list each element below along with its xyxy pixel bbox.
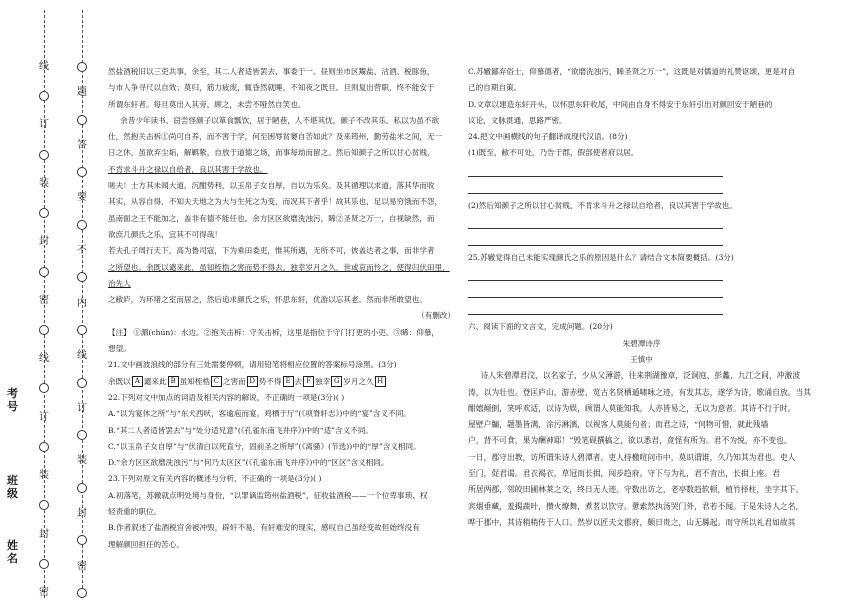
passage-line: 嗟夫！士方其未闻大道，沉酣势利，以玉帛子女自厚，自以为乐矣。及其循理以求道，落其华而收 <box>108 181 435 191</box>
answer-line[interactable] <box>468 164 723 177</box>
question-22: 22.下列对文中加点的词语及相关内容的解说，不正确的一项是(3分)( ) <box>108 392 345 402</box>
passage-line: 所谓东轩者。每旦莫出入其旁，顾之，未尝不哑然自笑也。 <box>108 99 306 109</box>
answer-line[interactable] <box>468 216 723 229</box>
binding-text-inner <box>75 62 89 598</box>
binding-circle <box>39 442 49 452</box>
passage-line: 日之休，虽欲弃尘垢，解羁絷，自放于道德之场，而事每劫而留之。然后知颜子之所以甘心贫贱， <box>108 148 435 158</box>
binding-circle <box>77 325 87 335</box>
passage-line: 所居两郡，邻皎田圃林莱之交，终日无人迹。守数出访之，老亭数趋软顿，植竹择柱，坐字其下。 <box>468 485 804 495</box>
binding-circle <box>77 535 87 545</box>
passage-line: 之敝庐，为环堵之室而居之，然后追求颜氏之乐，怀思东轩，优游以忘其老。然而非所敢望也。 <box>108 295 427 305</box>
choice-b-cont: 理解颜回担任的苦心。 <box>108 539 184 549</box>
binding-circle <box>39 91 49 101</box>
binding-char: 题 <box>77 87 87 99</box>
class-field[interactable]: 班 级 <box>7 474 18 500</box>
left-column <box>108 64 455 553</box>
binding-circle <box>39 383 49 393</box>
choice-b: B.作者叙述了盐酒税官舍被冲毁，辟轩不易，有轩难安的现实，感叹自己虽经变故但始终没有 <box>108 523 420 533</box>
passage-line: 诗人朱碧潭君汶，以名家子，少从父薄游，往来荆湖豫章，泛洞庭、彭蠡、九江之间，冲激波 <box>480 371 801 381</box>
binding-char: 装 <box>39 470 49 482</box>
question-25: 25.苏辙觉得自己未能实现颜氏之乐的原因是什么？请结合文本简要概括。(3分) <box>468 253 734 263</box>
choice-d-cont: 议论，文脉贯通，思路严密。 <box>468 115 567 125</box>
answer-line[interactable] <box>468 233 723 246</box>
binding-circle <box>77 115 87 125</box>
binding-char: 封 <box>77 508 87 520</box>
binding-circle <box>77 588 87 598</box>
choice-a: A.初落笔，苏辙就点明处境与身份，“以罪谪监筠州盐酒税”，征收盐酒税——一个位卑事琐、权 <box>108 490 428 500</box>
choice-c: C.苏辙鄙弃俗士，仰慕德者，“欲磨洗浊污，睎圣贤之万一”，这既是对儒道的礼赞讴颂，更是对自 <box>468 67 796 76</box>
binding-char: 订 <box>39 119 49 131</box>
passage-line: 其实，从容自得，不知夫天地之为大与生死之为变，而况其下者乎！故其乐也，足以易穷饿而不怨， <box>108 197 443 207</box>
right-column <box>468 64 815 531</box>
passage-line: 欲庶几颜氏之乐，宜其不可得哉！ <box>108 229 222 239</box>
binding-circle <box>77 167 87 177</box>
choice-a-cont: 轻责重的职位。 <box>108 507 162 517</box>
question-24-part-1: (1)既至，敝不可处，乃告于郡，假部使者府以居。 <box>468 148 639 158</box>
binding-char: 装 <box>77 455 87 467</box>
answer-line[interactable] <box>468 268 723 281</box>
option-b-box[interactable]: B <box>168 376 179 387</box>
choice-c-cont: 己的自期自策。 <box>468 83 522 93</box>
option-a-box[interactable]: A <box>132 376 143 387</box>
name-field[interactable]: 姓 名 <box>7 539 18 565</box>
underlined-sentence: 不肯求斗升之禄以自给者，良以其害于学故也。 <box>108 164 268 174</box>
binding-circle <box>77 483 87 493</box>
question-24-part-2: (2)然后知颜子之所以甘心贫贱，不肯求斗升之禄以自给者，良以其害于学故也。 <box>468 200 737 210</box>
binding-char: 线 <box>39 61 49 72</box>
question-21-options: 余既以 A 谴来此 B 虽知桎梏 C 之害而 D 势不得 E 去 F 独幸 G 岁月之久 H <box>108 374 455 390</box>
binding-char: 订 <box>39 411 49 423</box>
question-21: 21.文中画波浪线的部分有三处需要停顿，请用铅笔将相应位置的答案标号涂黑。(3分) <box>108 360 397 370</box>
passage-line: 户，背不可食，果为酬神耶！”毁笔砚撰稿之，欲以悉君，竟怪有所为。君不为悦，亦不变也。 <box>468 436 792 446</box>
passage-author: 王慎中 <box>630 354 653 364</box>
binding-char: 不 <box>77 245 87 257</box>
passage-line: 余昔少年读书，窃尝怪颜子以箪食瓢饮，居于陋巷，人不堪其忧，颜子不改其乐。私以为虽不欲 <box>120 115 440 125</box>
binding-char: 要 <box>77 192 87 204</box>
choice-a: A.“以为宴休之所”与“东犬西吠，客逾庖而宴，鸡栖于厅”(《项脊轩志》)中的“宴”含义不同。 <box>108 409 411 419</box>
option-f-box[interactable]: F <box>303 376 314 387</box>
passage-line: 然盐酒税旧以三吏共事，余至，其二人者适皆罢去，事委于一。昼则坐市区鬻盐、沽酒、税豚鱼， <box>108 67 435 76</box>
binding-circle <box>77 220 87 230</box>
answer-line[interactable] <box>468 181 723 194</box>
binding-circle <box>39 325 49 335</box>
option-d-box[interactable]: D <box>247 376 258 387</box>
option-h-box[interactable]: H <box>375 376 386 387</box>
binding-char: 线 <box>39 353 49 365</box>
passage-line: 酣嬉颠倒，笑呼欢适，以诗为娱，顾谓人莫能知我。人亦皆易之，无以为意者。其诗不行于时。 <box>468 403 796 413</box>
binding-char: 装 <box>39 177 49 189</box>
option-g-box[interactable]: G <box>331 376 342 387</box>
question-23: 23.下列对原文有关内容的概述与分析，不正确的一项是(3分)( ) <box>108 474 322 484</box>
passage-line: 若夫孔子周行天下，高为鲁司寇，下为乘田委吏，惟其所遇，无所不可，彼盖达者之事，而非学者 <box>108 246 435 256</box>
wavy-sentence: 之所望也。余既以谴来此，虽知桎梏之害而势不得去。独幸岁月之久，世或哀而怜之，使得归伏田里，治先人 <box>108 262 450 288</box>
exam-number-label: 考 <box>7 387 18 400</box>
source-note: （有删改） <box>417 311 455 321</box>
passage-line: 屋壁户牖，题墨皆满，涂污淋漓，以视客人莫能句者；而君之诗，“何物可惜，就此残墙 <box>468 420 769 430</box>
passage-line: 一日，郡守出教，访所谓朱诗人碧潭者。吏人持檄喧问市中，莫识谓谁，久乃知其为君也。吏人 <box>468 452 796 462</box>
choice-d: D.“余方区区欲磨洗浊污”与“何乃太区区”(《孔雀东南飞并序》)中的“区区”含义相同。 <box>108 458 389 468</box>
answer-line[interactable] <box>468 285 723 298</box>
passage-line: 虽南面之王不能加之，盖非有德不能任也。余方区区欲磨洗浊污，睎②圣贤之万一，自视缺然，而 <box>108 213 435 223</box>
passage-line: 至门，促君谒。君衣褐衣，草冠而长揖，闯步趋府。守下与为礼，君不肯出，长揖上座。君 <box>468 469 780 479</box>
passage-line: 涛，以为壮也。登匡庐山，游赤壁，览古名贤栖遁啸咏之迹，有发其志，遂学为诗，歌诵自放。当其 <box>468 387 812 397</box>
option-e-box[interactable]: E <box>283 376 294 387</box>
binding-char: 订 <box>77 402 87 414</box>
binding-char: 密 <box>39 294 49 306</box>
choice-d: D.文章以建造东轩开头，以怀思东轩收尾，中间由自身不得安于东轩引出对颜回安于陋巷的 <box>468 99 773 109</box>
binding-circle <box>77 62 87 72</box>
binding-char: 线 <box>77 350 87 362</box>
option-c-box[interactable]: C <box>211 376 222 387</box>
binding-char: 密 <box>77 560 87 572</box>
binding-circle <box>77 378 87 388</box>
binding-char: 密 <box>39 586 49 598</box>
binding-char: 内 <box>77 297 87 309</box>
answer-line[interactable] <box>468 302 723 315</box>
choice-c: C.“以玉帛子女自厚”与“伏清白以死直兮，固前圣之所厚”(《离骚》(节选))中的“厚”含义相同。 <box>108 441 421 451</box>
passage-title: 朱碧潭诗序 <box>622 338 661 348</box>
question-24: 24.把文中画横线的句子翻译成现代汉语。(8分) <box>468 132 628 142</box>
choice-b: B.“其二人者适皆罢去”与“处分适兄意”(《孔雀东南飞并序》)中的“适”含义不同。 <box>108 425 374 435</box>
binding-char: 封 <box>39 236 49 248</box>
section-heading: 六、阅读下面的文言文，完成问题。(20分) <box>468 322 613 332</box>
binding-circle <box>39 559 49 569</box>
binding-circle <box>39 500 49 510</box>
binding-circle <box>77 272 87 282</box>
exam-number-field[interactable]: 考 号 <box>7 387 18 413</box>
passage-line: 哗于郡中，其诗稍稍传于人口。然岁以匠夫文郡府，颇日贵之，山无縣起。而守所以礼君如故其 <box>468 517 796 527</box>
passage-line: 宾烟垂藏，羞揭蔬叶，攒火燎舞，煮茗以饮守。惫索然执汤哭门外，君若不闻。于是朱诗人之名， <box>468 501 804 511</box>
annotation: 【注】 ①漘(chún)：水边。②抱关击柝：守关击柝，这里是指位于守门打更的小吏。③睎：仰慕， <box>108 327 440 337</box>
binding-circle <box>39 267 49 277</box>
binding-margin <box>0 0 95 608</box>
binding-circle <box>39 208 49 218</box>
passage-line: 与市人争寻尺以自效；莫归，筋力疲废，辄昏然就睡，不知夜之既旦。旦则复出营职，终不能安于 <box>108 83 435 93</box>
binding-circle <box>77 430 87 440</box>
binding-char: 答 <box>77 139 87 151</box>
passage-line: 仕，然抱关击柝①尚可自养，而不害于学，何至困辱贫窭自苦如此？及来筠州，勤劳盐米之间，无一 <box>108 132 443 142</box>
binding-char: 封 <box>39 528 49 540</box>
binding-circle <box>39 150 49 160</box>
binding-text-outer <box>37 62 51 598</box>
annotation: 想望。 <box>108 344 131 354</box>
